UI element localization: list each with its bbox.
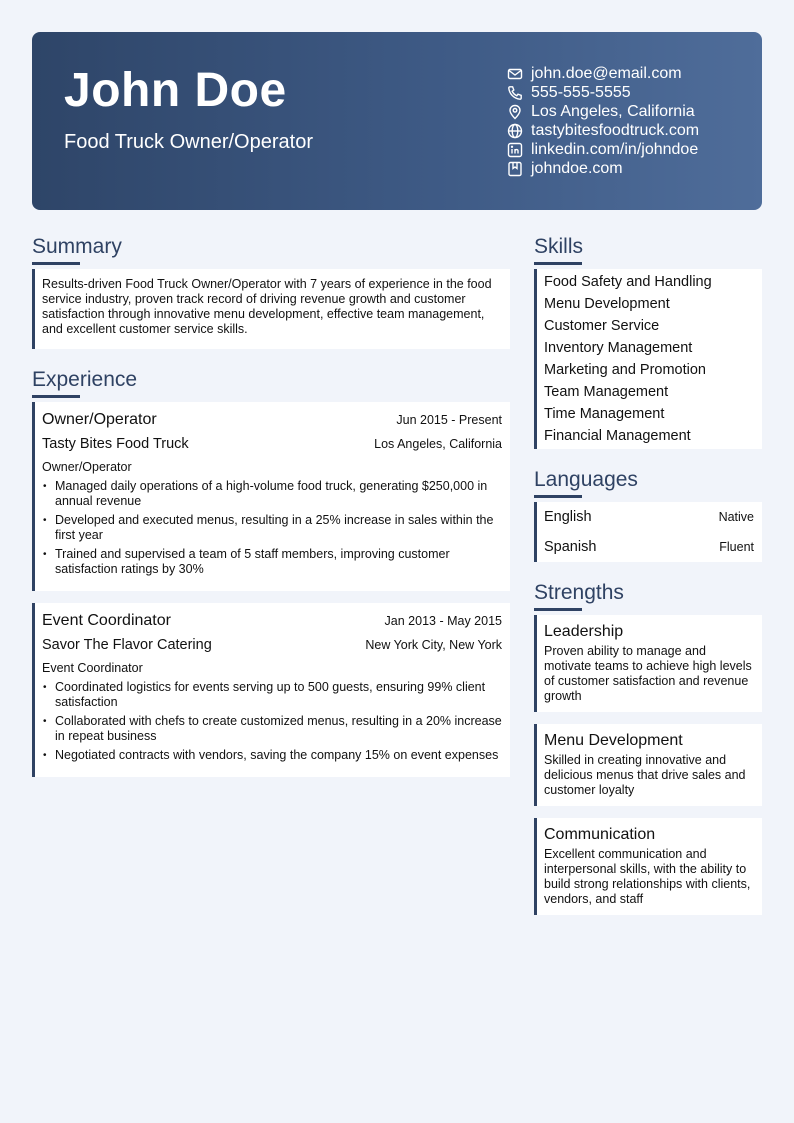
strengths-underline xyxy=(534,608,582,611)
experience-bullet: • Negotiated contracts with vendors, saving the company 15% on event expenses xyxy=(42,748,502,763)
language-row xyxy=(544,502,754,532)
strength-card xyxy=(534,615,762,712)
contact-linkedin[interactable] xyxy=(507,140,699,159)
contact-email-text: john.doe@email.com xyxy=(531,65,682,82)
experience-item xyxy=(32,603,510,777)
email-icon xyxy=(507,66,523,82)
strength-desc: Proven ability to manage and motivate teams to achieve high levels of customer satisfaction and revenue growth xyxy=(544,644,752,703)
skill-item: Financial Management xyxy=(544,428,691,444)
contact-location xyxy=(507,102,699,121)
languages-card xyxy=(534,502,762,562)
linkedin-icon xyxy=(507,142,523,158)
experience-bullet: • Developed and executed menus, resulting in a 25% increase in sales within the first year xyxy=(42,513,502,543)
experience-location: New York City, New York xyxy=(365,638,502,652)
candidate-title: Food Truck Owner/Operator xyxy=(64,131,313,153)
contact-website[interactable] xyxy=(507,121,699,140)
bookmark-icon xyxy=(507,161,523,177)
experience-item xyxy=(32,402,510,591)
strength-desc: Excellent communication and interpersonal skills, with the ability to build strong relationships with clients, vendors, and staff xyxy=(544,847,751,906)
sidebar-column xyxy=(534,234,762,927)
experience-location: Los Angeles, California xyxy=(374,437,502,451)
skill-item: Time Management xyxy=(544,406,665,422)
experience-heading: Experience xyxy=(32,368,138,391)
contact-portfolio-text: johndoe.com xyxy=(531,160,623,177)
language-level: Native xyxy=(718,510,754,524)
summary-card xyxy=(32,269,510,349)
experience-role: Event Coordinator xyxy=(42,612,171,629)
phone-icon xyxy=(507,85,523,101)
summary-text: Results-driven Food Truck Owner/Operator with 7 years of experience in the food service industry, proven track record of driving revenue growth and customer satisfaction through innovative menu development, effective team management, and excellent customer service skills. xyxy=(42,277,492,336)
experience-subtitle: Event Coordinator xyxy=(42,661,143,675)
location-pin-icon xyxy=(507,104,523,120)
resume-header xyxy=(32,32,762,210)
experience-company: Tasty Bites Food Truck xyxy=(42,436,189,452)
globe-icon xyxy=(507,123,523,139)
experience-subtitle: Owner/Operator xyxy=(42,460,132,474)
strength-title: Communication xyxy=(544,826,656,843)
skills-heading: Skills xyxy=(534,235,584,258)
experience-company: Savor The Flavor Catering xyxy=(42,637,212,653)
language-row xyxy=(544,532,754,562)
strength-card xyxy=(534,724,762,806)
skills-card xyxy=(534,269,762,449)
strength-title: Leadership xyxy=(544,623,624,640)
experience-role: Owner/Operator xyxy=(42,411,157,428)
languages-heading: Languages xyxy=(534,468,638,491)
strength-desc: Skilled in creating innovative and delicious menus that drive sales and customer loyalty xyxy=(544,753,746,797)
experience-bullet: • Coordinated logistics for events serving up to 500 guests, ensuring 99% client satisfaction xyxy=(42,680,502,710)
contact-phone-text: 555-555-5555 xyxy=(531,84,631,101)
experience-bullets xyxy=(42,680,502,763)
summary-underline xyxy=(32,262,80,265)
experience-date: Jan 2013 - May 2015 xyxy=(384,614,502,628)
contact-linkedin-text: linkedin.com/in/johndoe xyxy=(531,141,699,158)
contact-phone[interactable] xyxy=(507,83,699,102)
languages-underline xyxy=(534,495,582,498)
experience-bullets xyxy=(42,479,502,577)
candidate-name: John Doe xyxy=(64,64,287,117)
skill-item: Food Safety and Handling xyxy=(544,274,712,290)
contact-location-text: Los Angeles, California xyxy=(531,103,695,120)
skill-item: Team Management xyxy=(544,384,669,400)
strength-card xyxy=(534,818,762,915)
contact-portfolio[interactable] xyxy=(507,159,699,178)
contact-list xyxy=(507,64,699,178)
experience-bullet: • Managed daily operations of a high-volume food truck, generating $250,000 in annual revenue xyxy=(42,479,502,509)
experience-date: Jun 2015 - Present xyxy=(396,413,502,427)
language-name: English xyxy=(544,509,592,525)
contact-email[interactable] xyxy=(507,64,699,83)
experience-bullet: • Trained and supervised a team of 5 staff members, improving customer satisfaction ratings by 30% xyxy=(42,547,502,577)
language-name: Spanish xyxy=(544,539,597,555)
skills-underline xyxy=(534,262,582,265)
summary-heading: Summary xyxy=(32,235,122,258)
language-level: Fluent xyxy=(719,540,754,554)
strengths-heading: Strengths xyxy=(534,581,624,604)
strength-title: Menu Development xyxy=(544,732,683,749)
skill-item: Menu Development xyxy=(544,296,670,312)
skill-item: Inventory Management xyxy=(544,340,693,356)
experience-underline xyxy=(32,395,80,398)
skill-item: Marketing and Promotion xyxy=(544,362,706,378)
experience-bullet: • Collaborated with chefs to create customized menus, resulting in a 20% increase in repeat business xyxy=(42,714,502,744)
main-column xyxy=(32,234,510,789)
skill-item: Customer Service xyxy=(544,318,660,334)
contact-website-text: tastybitesfoodtruck.com xyxy=(531,122,700,139)
